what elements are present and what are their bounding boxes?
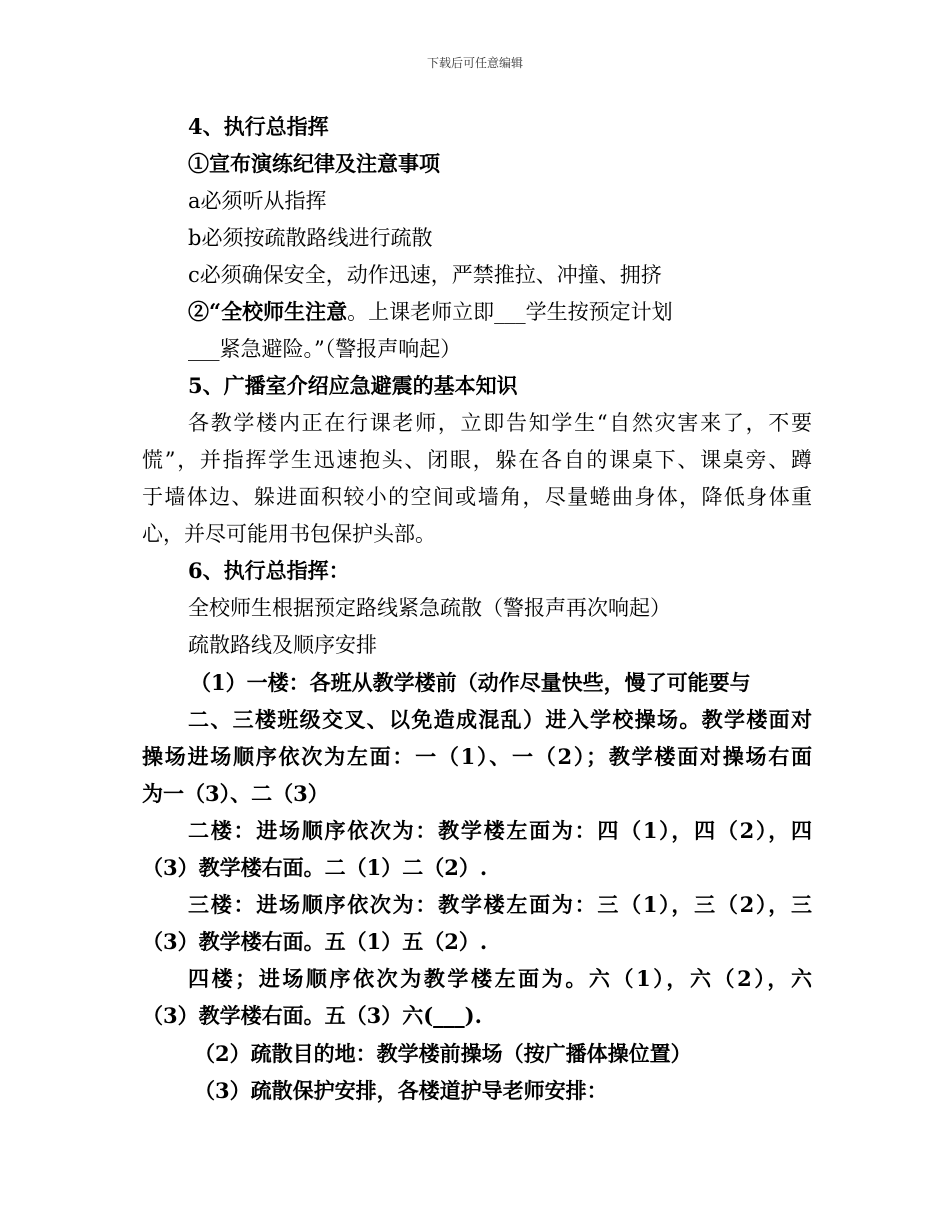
announcement-line [188, 299, 812, 325]
floor-2-line: （3）教学楼右面。二（1）二（2）. [142, 855, 488, 880]
rule-a: a必须听从指挥 [188, 189, 327, 213]
floor-3-line: （3）教学楼右面。五（1）五（2）. [142, 929, 488, 954]
heading-5: 5、广播室介绍应急避震的基本知识 [188, 373, 518, 398]
paragraph-line: 慌”，并指挥学生迅速抱头、闭眼，躲在各自的课桌下、课桌旁、蹲 [142, 448, 812, 472]
floor-1-line: 操场进场顺序依次为左面：一（1）、一（2）；教学楼面对操场右面 [142, 744, 812, 769]
evacuation-line: 全校师生根据预定路线紧急疏散（警报声再次响起） [188, 596, 671, 620]
floor-1-line: 为一（3）、二（3） [142, 781, 329, 806]
route-title: 疏散路线及顺序安排 [188, 633, 377, 657]
announcement-bold: ②“全校师生注意 [188, 299, 348, 324]
paragraph-line: 各教学楼内正在行课老师，立即告知学生“自然灾害来了，不要 [188, 411, 812, 435]
floor-3-line: 三楼：进场顺序依次为：教学楼左面为：三（1），三（2），三 [188, 892, 812, 917]
floor-1-line: （1）一楼：各班从教学楼前（动作尽量快些，慢了可能要与 [190, 670, 751, 695]
protection-line: （3）疏散保护安排，各楼道护导老师安排： [194, 1078, 608, 1103]
floor-2-line: 二楼：进场顺序依次为：教学楼左面为：四（1），四（2），四 [188, 818, 812, 843]
destination-line: （2）疏散目的地：教学楼前操场（按广播体操位置） [194, 1041, 692, 1066]
paragraph-line: 心，并尽可能用书包保护头部。 [142, 522, 436, 546]
announcement-normal: 。上课老师立即___学生按预定计划 [347, 300, 673, 324]
heading-4: 4、执行总指挥 [188, 114, 329, 139]
floor-4-line: （3）教学楼右面。五（3）六(___). [142, 1003, 482, 1028]
rule-b: b必须按疏散路线进行疏散 [188, 226, 433, 250]
page-header: 下载后可任意编辑 [426, 56, 523, 70]
floor-4-line: 四楼；进场顺序依次为教学楼左面为。六（1），六（2），六 [188, 966, 812, 991]
heading-6: 6、执行总指挥： [188, 558, 350, 583]
announcement-line-2: ___紧急避险。”（警报声响起） [188, 337, 462, 361]
paragraph-line: 于墙体边、躲进面积较小的空间或墙角，尽量蜷曲身体，降低身体重 [142, 485, 812, 509]
rule-c: c必须确保安全，动作迅速，严禁推拉、冲撞、拥挤 [188, 263, 662, 287]
subheading-discipline: ①宣布演练纪律及注意事项 [188, 151, 440, 176]
floor-1-line: 二、三楼班级交叉、以免造成混乱）进入学校操场。教学楼面对 [188, 707, 812, 732]
